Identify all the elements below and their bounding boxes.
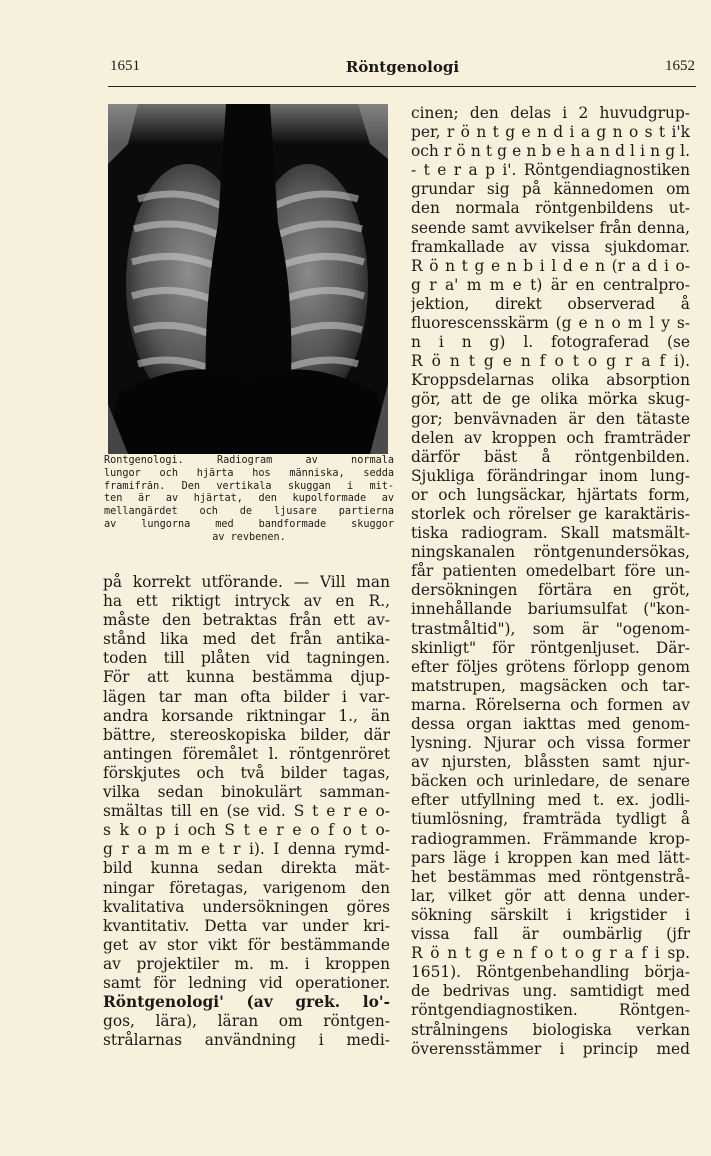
text-line: or och lungsäckar, hjärtats form, [411, 485, 690, 504]
text-line: R ö n t g e n f o t o g r a f i). [411, 352, 690, 371]
text-line: skinligt" för röntgenljuset. Där- [411, 638, 690, 657]
text-line: förskjutes och två bilder tagas, [103, 763, 390, 782]
text-line: g r a' m m e t) är en centralpro- [411, 275, 690, 294]
text-line: efter utfyllning med t. ex. jodli- [411, 791, 690, 810]
caption-line: av lungorna med bandformade skuggor [104, 518, 394, 530]
text-line: pars läge i kroppen kan med lätt- [411, 848, 690, 867]
text-column-right [411, 104, 690, 1059]
text-line: smältas till en (se vid. S t e r e o- [103, 802, 390, 821]
text-line: gör, att de ge olika mörka skug- [411, 390, 690, 409]
text-line: storlek och rörelser ge karaktäris- [411, 504, 690, 523]
text-line: dessa organ iakttas med genom- [411, 715, 690, 733]
caption-line: Rontgenologi. Radiogram av normala [104, 455, 394, 466]
figure-caption [104, 455, 394, 545]
text-line: seende samt avvikelser från denna, [411, 218, 690, 237]
text-line: - t e r a p i'. Röntgendiagnostiken [411, 161, 690, 180]
text-line: lar, vilket gör att denna under- [411, 886, 690, 905]
text-line: av njursten, blåssten samt njur- [411, 753, 690, 772]
text-line: marna. Rörelserna och formen av [411, 695, 690, 714]
text-line: ningar företagas, varigenom den [103, 878, 390, 897]
text-line: bild kunna sedan direkta mät- [103, 859, 390, 878]
page-header [110, 58, 695, 86]
text-line: lägen tar man ofta bilder i var- [103, 687, 390, 706]
caption-line: framifrån. Den vertikala skuggan i mit- [104, 480, 394, 492]
text-line: delen av kroppen och framträder [411, 428, 690, 447]
text-line: röntgendiagnostiken. Röntgen- [411, 1001, 690, 1020]
text-line: g r a m m e t r i). I denna rymd- [103, 840, 390, 859]
text-line: dersökningen förtära en gröt, [411, 581, 690, 600]
text-line: ha ett riktigt intryck av en R., [103, 592, 390, 611]
text-line: överensstämmer i princip med [411, 1039, 690, 1058]
running-title: Röntgenologi [345, 58, 460, 76]
text-column-left [103, 573, 390, 1050]
text-line: gos, lära), läran om röntgen- [103, 1012, 390, 1031]
text-line: cinen; den delas i 2 huvudgrup- [411, 104, 690, 122]
text-line: grundar sig på kännedomen om [411, 180, 690, 199]
text-line: tiumlösning, framträda tydligt å [411, 810, 690, 829]
text-line: framkallade av vissa sjukdomar. [411, 237, 690, 256]
text-line: R ö n t g e n b i l d e n (r a d i o- [411, 256, 690, 275]
text-line: samt för ledning vid operationer. [103, 973, 390, 992]
text-line: matstrupen, magsäcken och tar- [411, 676, 690, 695]
text-line: på korrekt utförande. — Vill man [103, 573, 390, 591]
text-line: s k o p i och S t e r e o f o t o- [103, 821, 390, 840]
text-line: antingen föremålet l. röntgenröret [103, 744, 390, 763]
caption-line: lungor och hjärta hos människa, sedda [104, 467, 394, 479]
text-line: tiska radiogram. Skall matsmält- [411, 524, 690, 543]
text-line: toden till plåten vid tagningen. [103, 649, 390, 668]
text-line: sökning särskilt i krigstider i [411, 905, 690, 924]
text-line: trastmåltid"), som är "ogenom- [411, 619, 690, 638]
text-line: och r ö n t g e n b e h a n d l i n g l. [411, 142, 690, 161]
text-line: R ö n t g e n f o t o g r a f i sp. [411, 944, 690, 963]
text-line: get av stor vikt för bestämmande [103, 935, 390, 954]
text-line: innehållande bariumsulfat ("kon- [411, 600, 690, 619]
text-line: jektion, direkt observerad å [411, 294, 690, 313]
text-line: fluorescensskärm (g e n o m l y s- [411, 314, 690, 333]
text-line: vilka sedan binokulärt samman- [103, 783, 390, 802]
text-line: bättre, stereoskopiska bilder, där [103, 725, 390, 744]
text-line: strålningens biologiska verkan [411, 1020, 690, 1039]
text-line: lysning. Njurar och vissa former [411, 734, 690, 753]
text-line: stånd lika med det från antika- [103, 630, 390, 649]
page-number-left: 1651 [110, 58, 140, 74]
text-line: radiogrammen. Främmande krop- [411, 829, 690, 848]
text-line: bäcken och urinledare, de senare [411, 772, 690, 791]
page-number-right: 1652 [665, 58, 695, 74]
text-line: n i n g) l. fotograferad (se [411, 333, 690, 352]
text-line: av projektiler m. m. i kroppen [103, 954, 390, 973]
entry-headword-line: Röntgenologi' (av grek. lo'- [103, 993, 390, 1012]
text-line: per, r ö n t g e n d i a g n o s t i'k [411, 123, 690, 142]
text-line: Kroppsdelarnas olika absorption [411, 371, 690, 390]
text-line: måste den betraktas från ett av- [103, 611, 390, 630]
text-line: andra korsande riktningar 1., än [103, 706, 390, 725]
text-line: kvalitativa undersökningen göres [103, 897, 390, 916]
text-line: vissa fall är oumbärlig (jfr [411, 925, 690, 944]
text-line: Sjukliga förändringar inom lung- [411, 466, 690, 485]
text-line: därför bäst å röntgenbilden. [411, 447, 690, 466]
caption-line: ten är av hjärtat, den kupolformade av [104, 493, 394, 505]
text-line: den normala röntgenbildens ut- [411, 199, 690, 218]
text-line: För att kunna bestämma djup- [103, 668, 390, 687]
text-line: ningskanalen röntgenundersökas, [411, 543, 690, 562]
text-line: efter följes grötens förlopp genom [411, 657, 690, 676]
header-rule [108, 86, 696, 87]
text-line: 1651). Röntgenbehandling börja- [411, 963, 690, 982]
text-line: strålarnas användning i medi- [103, 1031, 390, 1050]
chest-radiograph-image [108, 104, 388, 454]
text-line: gor; benvävnaden är den tätaste [411, 409, 690, 428]
text-line: de bedrivas ung. samtidigt med [411, 982, 690, 1001]
caption-line: mellangärdet och de ljusare partierna [104, 506, 394, 518]
text-line: får patienten omedelbart före un- [411, 562, 690, 581]
text-line: kvantitativ. Detta var under kri- [103, 916, 390, 935]
text-line: het bestämmas med röntgenstrå- [411, 867, 690, 886]
caption-line: av revbenen. [212, 531, 286, 543]
